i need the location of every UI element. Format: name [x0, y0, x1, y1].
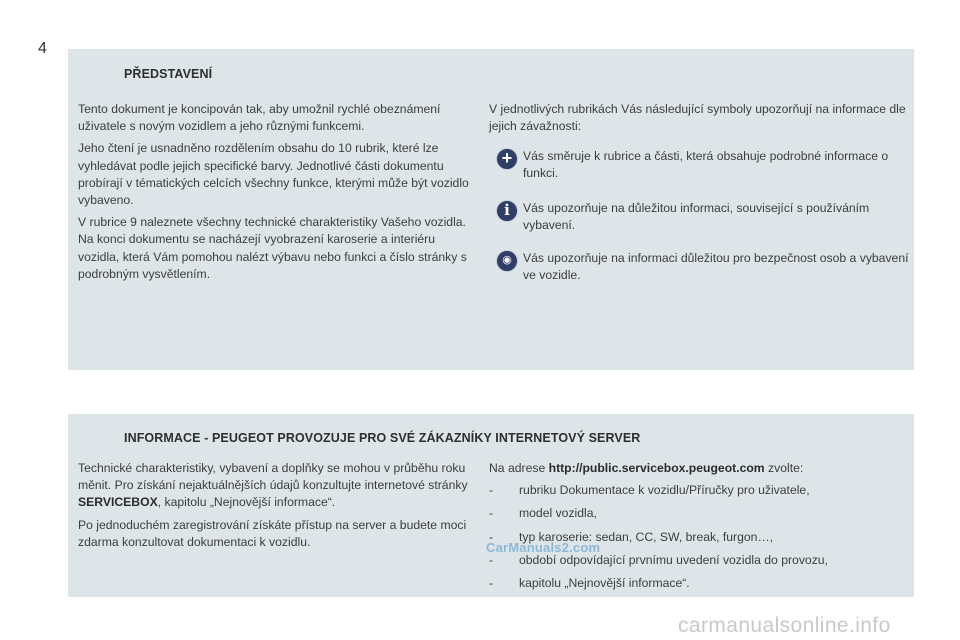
dash-bullet: - — [489, 576, 494, 591]
servicebox-label: SERVICEBOX — [78, 495, 158, 510]
watermark-right: carmanualsonline.info — [678, 614, 891, 637]
dash-bullet: - — [489, 506, 494, 521]
intro-right-column — [489, 101, 909, 283]
internet-right-column — [489, 460, 909, 598]
list-item-text: model vozidla, — [519, 506, 597, 521]
servicebox-url[interactable]: http://public.servicebox.peugeot.com — [548, 461, 765, 475]
internet-left-column — [78, 460, 478, 556]
internet-title: INFORMACE - PEUGEOT PROVOZUJE PRO SVÉ ZÁKAZNÍKY INTERNETOVÝ SERVER — [124, 431, 641, 445]
internet-text: Technické charakteristiky, vybavení a doplňky se mohou v průběhu roku měnit. Pro získání nejaktuálnějších údajů konzultujte internetové stránky — [78, 461, 468, 493]
address-prefix: Na adrese — [489, 461, 549, 475]
page-number: 4 — [38, 40, 47, 57]
eye-icon: ◉ — [496, 250, 518, 272]
address-line — [489, 460, 909, 477]
list-item — [489, 505, 909, 522]
intro-left-column — [78, 101, 478, 288]
intro-title: PŘEDSTAVENÍ — [124, 67, 213, 81]
info-icon: i — [496, 200, 518, 222]
address-suffix: zvolte: — [764, 461, 804, 475]
dash-bullet: - — [489, 552, 494, 567]
internet-paragraph — [78, 460, 478, 512]
symbol-text: Vás upozorňuje na důležitou informaci, související s používáním vybavení. — [523, 201, 870, 233]
intro-panel — [68, 49, 914, 370]
list-item — [489, 575, 909, 592]
watermark-left: CarManuals2.com — [486, 540, 601, 555]
internet-text: , kapitolu „Nejnovější informace“. — [157, 495, 336, 510]
plus-icon: + — [496, 148, 518, 170]
list-item-text: rubriku Dokumentace k vozidlu/Příručky pro uživatele, — [519, 483, 810, 498]
symbol-text: Vás upozorňuje na informaci důležitou pro bezpečnost osob a vybavení ve vozidle. — [523, 251, 909, 283]
dash-bullet: - — [489, 529, 494, 544]
dash-bullet: - — [489, 483, 494, 498]
internet-paragraph: Po jednoduchém zaregistrování získáte přístup na server a budete moci zdarma konzultovat dokumentaci k vozidlu. — [78, 517, 467, 549]
options-list — [489, 482, 909, 592]
list-item-text: kapitolu „Nejnovější informace“. — [519, 576, 690, 591]
internet-panel — [68, 414, 914, 597]
list-item — [489, 482, 909, 499]
list-item-text: typ karoserie: sedan, CC, SW, break, furgon…, — [519, 529, 774, 544]
symbol-text: Vás směruje k rubrice a části, která obsahuje podrobné informace o funkci. — [523, 149, 889, 181]
intro-paragraph: Jeho čtení je usnadněno rozdělením obsahu do 10 rubrik, které lze vyhledávat podle jejich specifické barvy. Jednotlivé části dokumentu probírají v tématických celcích všechny funkce, kterými může být vozidlo vybaveno. — [78, 141, 469, 208]
list-item-text: období odpovídající prvnímu uvedení vozidla do provozu, — [519, 552, 828, 567]
intro-paragraph: V rubrice 9 naleznete všechny technické charakteristiky Vašeho vozidla. Na konci dokumentu se nacházejí vyobrazení karoserie a interiéru vozidla, která Vám pomohou nalézt výbavu nebo funkci a číslo stránky s podrobným vysvětlením. — [78, 215, 467, 281]
intro-paragraph: Tento dokument je koncipován tak, aby umožnil rychlé obeznámení uživatele s novým vozidlem a jeho různými funkcemi. — [78, 102, 441, 134]
symbols-intro: V jednotlivých rubrikách Vás následující symboly upozorňují na informace dle jejich závažnosti: — [489, 102, 906, 134]
